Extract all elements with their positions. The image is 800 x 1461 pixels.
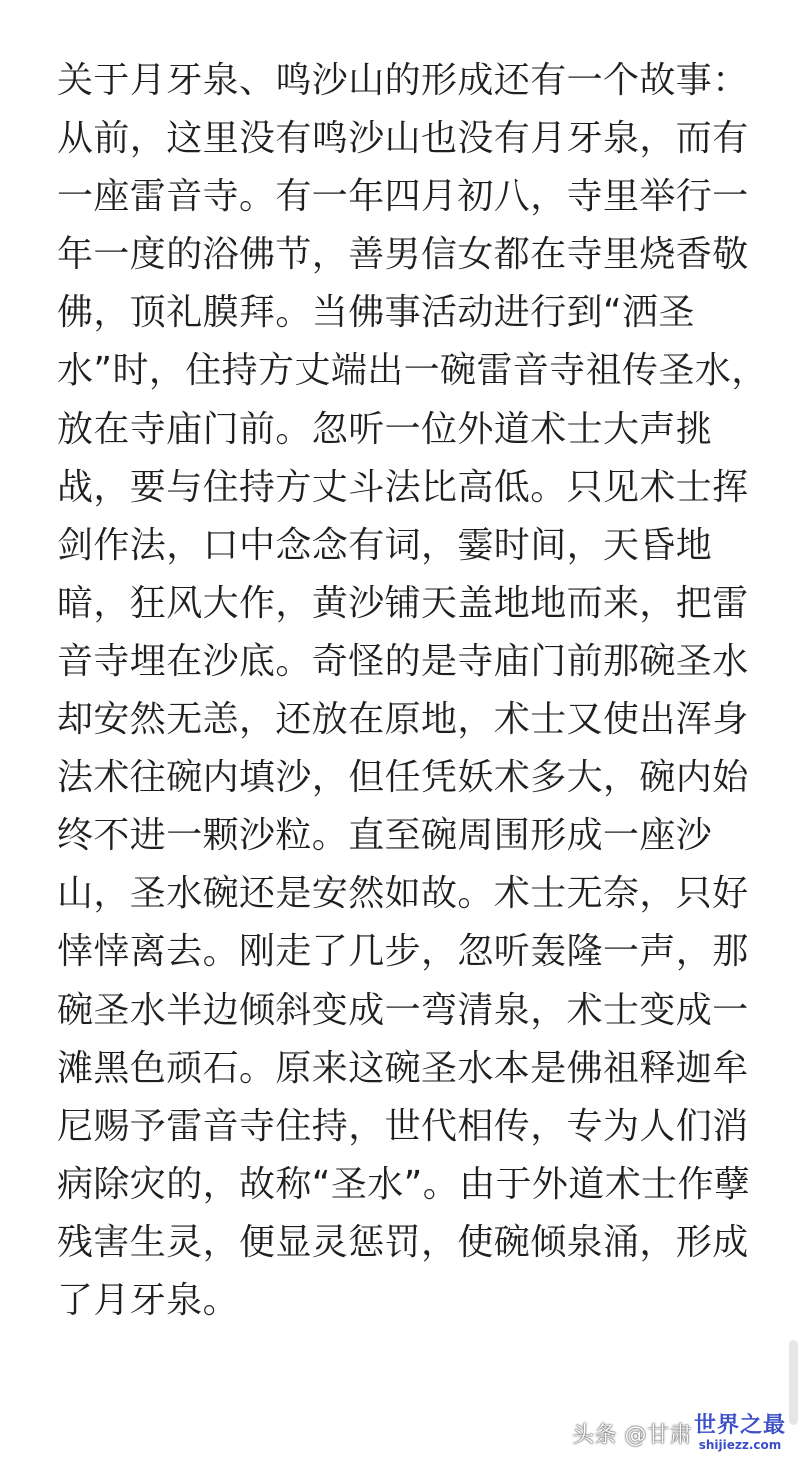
article-line: 战，要与住持方丈斗法比高低。只见术士挥 — [57, 466, 749, 508]
article-line: 音寺埋在沙底。奇怪的是寺庙门前那碗圣水 — [57, 640, 749, 682]
article-line: 终不进一颗沙粒。直至碗周围形成一座沙 — [57, 815, 713, 857]
watermark-brand-name: 世界之最 — [693, 1413, 786, 1438]
article-line: 水”时，住持方丈端出一碗雷音寺祖传圣水， — [57, 350, 768, 392]
scrollbar-thumb[interactable] — [789, 1340, 798, 1425]
article-line: 了月牙泉。 — [57, 1279, 240, 1321]
article-line: 关于月牙泉、鸣沙山的形成还有一个故事： — [57, 60, 749, 101]
article-line: 残害生灵，便显灵惩罚，使碗倾泉涌，形成 — [57, 1221, 749, 1263]
watermark-source: 头条 @甘肃 — [571, 1422, 692, 1448]
article-line: 从前，这里没有鸣沙山也没有月牙泉，而有 — [57, 118, 749, 160]
watermark — [572, 1415, 786, 1451]
article-body — [57, 52, 768, 1330]
article-line: 法术往碗内填沙，但任凭妖术多大，碗内始 — [57, 757, 749, 799]
article-line: 佛，顶礼膜拜。当佛事活动进行到“洒圣 — [57, 292, 695, 334]
watermark-brand-url: shijiezz.com — [698, 1438, 782, 1452]
article-line: 暗，狂风大作，黄沙铺天盖地地而来，把雷 — [57, 582, 749, 624]
article-line: 尼赐予雷音寺住持，世代相传，专为人们消 — [57, 1105, 749, 1147]
article-line: 一座雷音寺。有一年四月初八，寺里举行一 — [57, 176, 749, 218]
article-line: 剑作法，口中念念有词，霎时间，天昏地 — [57, 524, 713, 566]
article-line: 悻悻离去。刚走了几步，忽听轰隆一声，那 — [57, 931, 749, 973]
article-line: 病除灾的，故称“圣水”。由于外道术士作孽 — [57, 1163, 751, 1205]
watermark-brand-logo — [694, 1415, 786, 1451]
article-line: 放在寺庙门前。忽听一位外道术士大声挑 — [57, 408, 713, 450]
article-line: 滩黑色顽石。原来这碗圣水本是佛祖释迦牟 — [57, 1047, 749, 1089]
article-line: 碗圣水半边倾斜变成一弯清泉，术士变成一 — [57, 989, 749, 1031]
article-line: 山，圣水碗还是安然如故。术士无奈，只好 — [57, 873, 749, 915]
article-line: 年一度的浴佛节，善男信女都在寺里烧香敬 — [57, 234, 749, 276]
article-line: 却安然无恙，还放在原地，术士又使出浑身 — [57, 699, 749, 741]
